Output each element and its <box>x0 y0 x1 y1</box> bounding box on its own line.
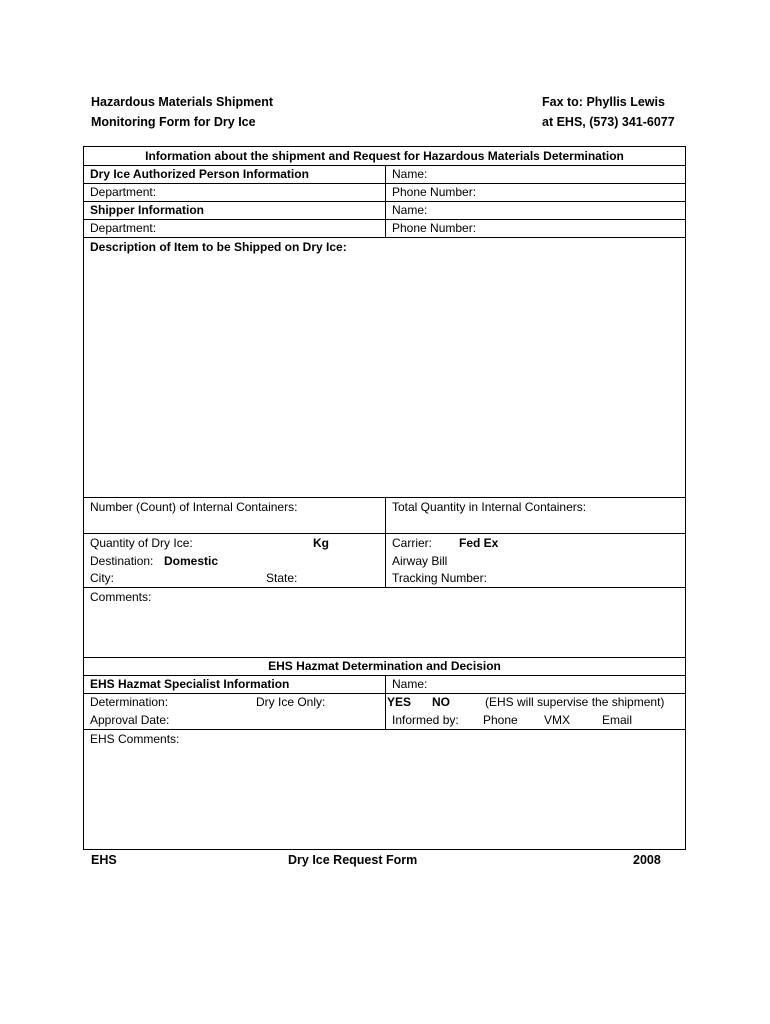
kg-unit: Kg <box>313 536 329 550</box>
city-field[interactable]: City: <box>90 571 114 585</box>
determination-label: Determination: <box>90 695 169 709</box>
informed-vmx-option[interactable]: VMX <box>544 713 571 727</box>
authorized-phone-field[interactable]: Phone Number: <box>392 185 477 199</box>
specialist-heading: EHS Hazmat Specialist Information <box>90 677 290 691</box>
no-option[interactable]: NO <box>432 695 450 709</box>
fax-line2: at EHS, (573) 341-6077 <box>542 115 675 129</box>
row-divider <box>84 587 685 588</box>
ehs-comments-field[interactable]: EHS Comments: <box>90 732 180 746</box>
column-divider <box>385 165 386 237</box>
carrier-value: Fed Ex <box>459 536 499 550</box>
carrier-label: Carrier: <box>392 536 433 550</box>
footer-right: 2008 <box>633 853 661 867</box>
authorized-department-field[interactable]: Department: <box>90 185 157 199</box>
yes-option[interactable]: YES <box>387 695 412 709</box>
shipper-department-field[interactable]: Department: <box>90 221 157 235</box>
informed-by-label: Informed by: <box>392 713 459 727</box>
column-divider <box>385 497 386 587</box>
section2-title: EHS Hazmat Determination and Decision <box>268 659 501 673</box>
specialist-name-field[interactable]: Name: <box>392 677 428 691</box>
informed-phone-option[interactable]: Phone <box>483 713 518 727</box>
airway-bill-label: Airway Bill <box>392 554 448 568</box>
approval-date-field[interactable]: Approval Date: <box>90 713 170 727</box>
section1-title: Information about the shipment and Request for Hazardous Materials Determination <box>145 149 624 163</box>
column-divider <box>385 675 386 729</box>
container-count-field[interactable]: Number (Count) of Internal Containers: <box>90 500 298 514</box>
total-quantity-field[interactable]: Total Quantity in Internal Containers: <box>392 500 587 514</box>
state-field[interactable]: State: <box>266 571 298 585</box>
authorized-name-field[interactable]: Name: <box>392 167 428 181</box>
supervise-note: (EHS will supervise the shipment) <box>485 695 665 709</box>
informed-email-option[interactable]: Email <box>602 713 633 727</box>
shipper-name-field[interactable]: Name: <box>392 203 428 217</box>
destination-label: Destination: <box>90 554 154 568</box>
shipper-phone-field[interactable]: Phone Number: <box>392 221 477 235</box>
form-table <box>83 146 686 850</box>
description-field[interactable]: Description of Item to be Shipped on Dry Ice: <box>90 240 347 254</box>
form-title-line2: Monitoring Form for Dry Ice <box>91 115 256 129</box>
authorized-person-heading: Dry Ice Authorized Person Information <box>90 167 309 181</box>
destination-value: Domestic <box>164 554 219 568</box>
form-title-line1: Hazardous Materials Shipment <box>91 95 273 109</box>
dry-ice-only-label: Dry Ice Only: <box>256 695 326 709</box>
comments-field[interactable]: Comments: <box>90 590 152 604</box>
tracking-number-field[interactable]: Tracking Number: <box>392 571 487 585</box>
fax-line1: Fax to: Phyllis Lewis <box>542 95 665 109</box>
fax-info <box>542 92 675 132</box>
footer-center: Dry Ice Request Form <box>288 853 418 867</box>
shipper-heading: Shipper Information <box>90 203 204 217</box>
dry-ice-quantity-field[interactable]: Quantity of Dry Ice: <box>90 536 193 550</box>
footer-left: EHS <box>91 853 117 867</box>
form-title <box>91 92 273 132</box>
